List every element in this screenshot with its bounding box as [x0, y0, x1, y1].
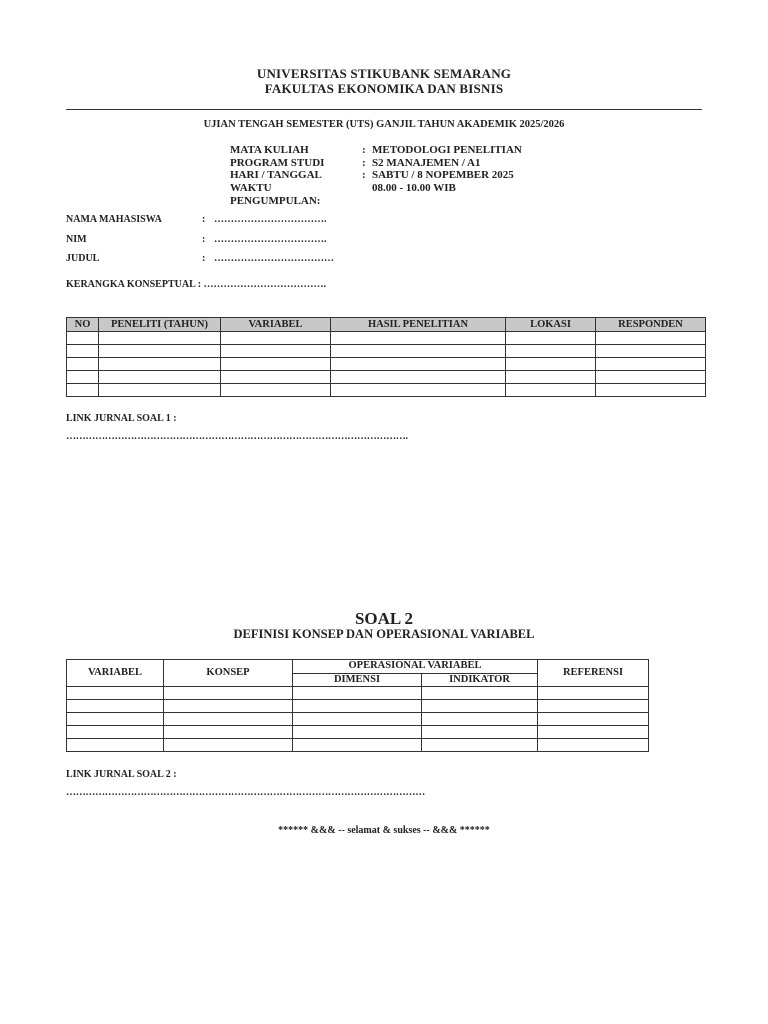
faculty-name: FAKULTAS EKONOMIKA DAN BISNIS	[264, 81, 504, 96]
table-cell[interactable]	[67, 371, 99, 384]
table-cell[interactable]	[293, 726, 422, 739]
student-name-line	[66, 214, 327, 225]
student-nim-line	[66, 234, 327, 245]
table-cell[interactable]	[422, 739, 538, 752]
table-cell[interactable]	[221, 384, 331, 397]
table-row	[67, 713, 649, 726]
course-info-label: HARI / TANGGAL	[230, 169, 322, 182]
table-cell[interactable]	[538, 713, 649, 726]
course-info-row	[230, 169, 522, 182]
col-header-hasil: HASIL PENELITIAN	[331, 318, 506, 332]
soal-2-title: SOAL 2	[354, 609, 414, 628]
table-cell[interactable]	[67, 358, 99, 371]
course-info-value: SABTU / 8 NOPEMBER 2025	[372, 169, 514, 182]
table-cell[interactable]	[422, 726, 538, 739]
table-cell[interactable]	[99, 358, 221, 371]
table-cell[interactable]	[67, 700, 164, 713]
table-cell[interactable]	[221, 332, 331, 345]
col-header-konsep: KONSEP	[164, 660, 293, 687]
col-header-lokasi: LOKASI	[506, 318, 596, 332]
course-info-label: PROGRAM STUDI	[230, 156, 325, 169]
table-cell[interactable]	[422, 713, 538, 726]
table-cell[interactable]	[422, 687, 538, 700]
table-cell[interactable]	[99, 332, 221, 345]
table-row	[67, 726, 649, 739]
col-header-operasional: OPERASIONAL VARIABEL	[293, 660, 538, 674]
table-cell[interactable]	[67, 713, 164, 726]
course-info-sep: :	[362, 144, 366, 156]
table-cell[interactable]	[164, 713, 293, 726]
course-info-row	[230, 144, 522, 157]
table-cell[interactable]	[331, 371, 506, 384]
table-row	[67, 739, 649, 752]
kerangka-line	[66, 279, 326, 290]
col-header-no: NO	[67, 318, 99, 332]
table-cell[interactable]	[506, 332, 596, 345]
table-cell[interactable]	[67, 739, 164, 752]
table-cell[interactable]	[331, 384, 506, 397]
header-divider	[66, 109, 702, 110]
student-nim-field[interactable]: …………………………….	[214, 234, 327, 245]
table-cell[interactable]	[538, 700, 649, 713]
col-header-peneliti: PENELITI (TAHUN)	[99, 318, 221, 332]
student-judul-line	[66, 253, 334, 264]
table-cell[interactable]	[506, 358, 596, 371]
table-cell[interactable]	[99, 384, 221, 397]
table-row	[67, 384, 706, 397]
table-cell[interactable]	[99, 371, 221, 384]
col-header-indikator: INDIKATOR	[422, 673, 538, 687]
table-cell[interactable]	[331, 332, 506, 345]
student-nim-label: NIM	[66, 234, 87, 245]
link-jurnal-1-label: LINK JURNAL SOAL 1 :	[66, 413, 177, 424]
university-name: UNIVERSITAS STIKUBANK SEMARANG	[256, 66, 512, 81]
col-header-dimensi: DIMENSI	[293, 673, 422, 687]
table-cell[interactable]	[67, 384, 99, 397]
col-header-referensi: REFERENSI	[538, 660, 649, 687]
table-row	[67, 358, 706, 371]
table-row	[67, 700, 649, 713]
table-row	[67, 332, 706, 345]
student-judul-label: JUDUL	[66, 253, 100, 264]
table-cell[interactable]	[164, 687, 293, 700]
course-info-row	[230, 157, 522, 170]
table-cell[interactable]	[331, 358, 506, 371]
exam-title: UJIAN TENGAH SEMESTER (UTS) GANJIL TAHUN AKADEMIK 2025/2026	[203, 119, 565, 130]
course-info-sep	[362, 182, 372, 207]
course-info-row	[230, 182, 522, 207]
table-cell[interactable]	[293, 687, 422, 700]
course-info-value: S2 MANAJEMEN / A1	[372, 156, 481, 169]
table-cell[interactable]	[538, 739, 649, 752]
table-cell[interactable]	[221, 371, 331, 384]
table-cell[interactable]	[293, 700, 422, 713]
table-cell[interactable]	[164, 739, 293, 752]
table-cell[interactable]	[506, 345, 596, 358]
student-nim-colon: :	[202, 234, 206, 245]
link-jurnal-2-label: LINK JURNAL SOAL 2 :	[66, 769, 177, 780]
table-cell[interactable]	[221, 345, 331, 358]
course-info-label: MATA KULIAH	[230, 144, 309, 156]
link-jurnal-1-field[interactable]: …………………………………………………………………………………………….	[66, 431, 408, 442]
table-cell[interactable]	[293, 739, 422, 752]
col-header-responden: RESPONDEN	[596, 318, 706, 332]
table-cell[interactable]	[506, 384, 596, 397]
table-cell[interactable]	[221, 358, 331, 371]
table-cell[interactable]	[538, 687, 649, 700]
kerangka-field[interactable]: ……………………………….	[203, 279, 327, 290]
course-info-label: WAKTU PENGUMPULAN:	[230, 182, 321, 207]
research-table-header	[67, 318, 706, 332]
table-row	[67, 345, 706, 358]
student-judul-colon: :	[202, 253, 206, 264]
table-cell[interactable]	[67, 345, 99, 358]
table-cell[interactable]	[67, 726, 164, 739]
course-info	[230, 144, 522, 208]
operational-variable-table	[66, 659, 649, 752]
student-name-field[interactable]: …………………………….	[214, 214, 327, 225]
link-jurnal-2-field[interactable]: …………………………………………………………………………………………………	[66, 787, 425, 798]
soal-2-subtitle: DEFINISI KONSEP DAN OPERASIONAL VARIABEL	[233, 627, 535, 641]
research-table	[66, 317, 706, 397]
course-info-value: METODOLOGI PENELITIAN	[372, 144, 522, 156]
table-cell[interactable]	[596, 384, 706, 397]
table-cell[interactable]	[164, 700, 293, 713]
table-cell[interactable]	[293, 713, 422, 726]
course-info-sep: :	[362, 169, 366, 182]
table-cell[interactable]	[331, 345, 506, 358]
table-cell[interactable]	[596, 371, 706, 384]
closing-message: ****** &&& -- selamat & sukses -- &&& ******	[278, 825, 490, 836]
table-cell[interactable]	[67, 687, 164, 700]
course-info-sep: :	[362, 156, 366, 169]
table-cell[interactable]	[596, 345, 706, 358]
course-info-value: 08.00 - 10.00 WIB	[372, 182, 456, 195]
col-header-variabel: VARIABEL	[221, 318, 331, 332]
student-judul-field[interactable]: ………………………………	[214, 253, 334, 264]
table-cell[interactable]	[67, 332, 99, 345]
table-cell[interactable]	[422, 700, 538, 713]
table-cell[interactable]	[538, 726, 649, 739]
table-cell[interactable]	[164, 726, 293, 739]
table-cell[interactable]	[596, 358, 706, 371]
student-name-label: NAMA MAHASISWA	[66, 214, 162, 225]
table-cell[interactable]	[99, 345, 221, 358]
col-header-variabel: VARIABEL	[67, 660, 164, 687]
student-name-colon: :	[202, 214, 206, 225]
table-row	[67, 371, 706, 384]
table-row	[67, 687, 649, 700]
table-cell[interactable]	[506, 371, 596, 384]
kerangka-label: KERANGKA KONSEPTUAL :	[66, 279, 202, 290]
table-cell[interactable]	[596, 332, 706, 345]
ov-table-header-top	[67, 660, 649, 674]
